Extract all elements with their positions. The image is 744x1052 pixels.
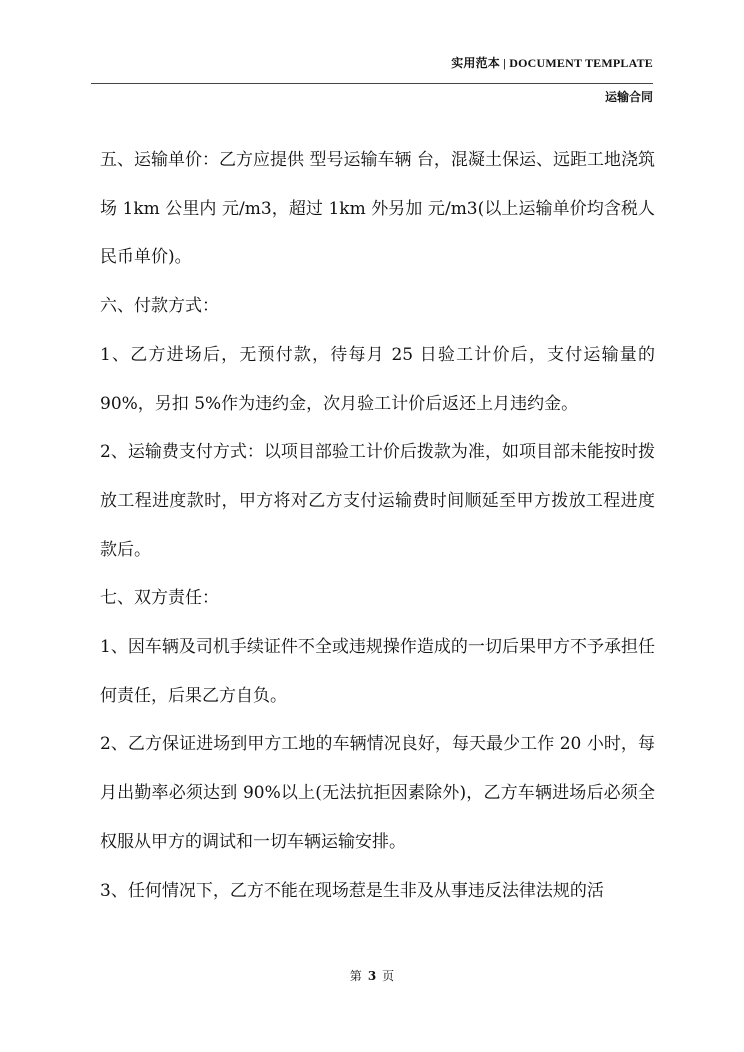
- paragraph-responsibility-2: 2、乙方保证进场到甲方工地的车辆情况良好，每天最少工作 20 小时，每月出勤率必须达到 90%以上(无法抗拒因素除外)，乙方车辆进场后必须全权服从甲方的调试和一切车辆运输安排。: [100, 734, 655, 852]
- header-title: 实用范本 | DOCUMENT TEMPLATE: [451, 56, 653, 70]
- document-name: 运输合同: [604, 90, 653, 104]
- paragraph-payment-clause-1: 1、乙方进场后，无预付款，待每月 25 日验工计价后，支付运输量的 90%，另扣 5%作为违约金，次月验工计价后返还上月违约金。: [100, 344, 655, 414]
- paragraph-payment-clause-2: 2、运输费支付方式：以项目部验工计价后拨款为准，如项目部未能按时拨放工程进度款时，甲方将对乙方支付运输费时间顺延至甲方拨放工程进度款后。: [100, 442, 655, 560]
- page-footer: [0, 967, 744, 984]
- footer-suffix: 页: [382, 969, 395, 983]
- footer-prefix: 第: [349, 969, 362, 983]
- paragraph-responsibility-3: 3、任何情况下，乙方不能在现场惹是生非及从事违反法律法规的活: [100, 880, 604, 901]
- document-body: [100, 136, 655, 915]
- header-divider: [91, 83, 653, 84]
- paragraph-responsibility-1: 1、因车辆及司机手续证件不全或违规操作造成的一切后果甲方不予承担任何责任，后果乙方自负。: [100, 637, 655, 706]
- heading-payment-method: 六、付款方式：: [100, 296, 219, 317]
- page-number: 3: [367, 969, 377, 983]
- heading-responsibilities: 七、双方责任：: [100, 588, 219, 609]
- paragraph-transport-unit-price: 五、运输单价：乙方应提供 型号运输车辆 台，混凝土保运、远距工地浇筑场 1km 公里内 元/m3，超过 1km 外另加 元/m3(以上运输单价均含税人民币单价)。: [100, 150, 655, 268]
